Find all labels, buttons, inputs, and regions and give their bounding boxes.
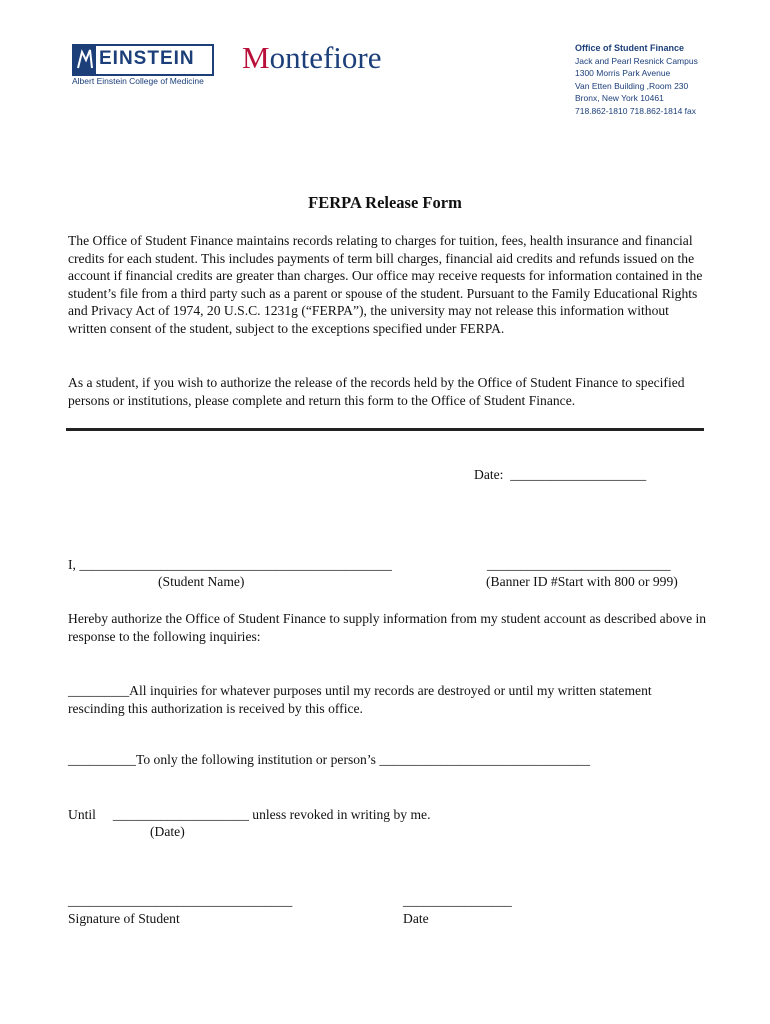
banner-id-label: (Banner ID #Start with 800 or 999) <box>486 574 678 589</box>
until-date-field[interactable]: Until ____________________ unless revoked in writing by me. <box>68 807 431 822</box>
student-name-field[interactable]: I, ______________________________________________ <box>68 557 392 572</box>
montefiore-logo <box>242 40 381 76</box>
signature-field[interactable]: _________________________________ <box>68 893 293 908</box>
office-address-line: 1300 Morris Park Avenue <box>575 68 671 78</box>
montefiore-logo-rest: ontefiore <box>269 40 382 75</box>
until-date-label: (Date) <box>150 824 185 839</box>
form-title: FERPA Release Form <box>308 193 462 212</box>
einstein-emblem-icon <box>74 46 96 74</box>
intro-paragraph: The Office of Student Finance maintains records relating to charges for tuition, fees, health insurance and financial credits for each student. This includes payments of term bill charges, financial aid credits and refunds issued on the account if financial credits are greater than charges. Our office may receive requests for information contained in the student’s file from a third party such as a parent or spouse of the student. Pursuant to the Family Educational Rights and Privacy Act of 1974, 20 U.S.C. 1231g (“FERPA”), the university may not release this information without written consent of the student, subject to the exceptions specified under FERPA. <box>68 233 703 336</box>
signature-date-label: Date <box>403 911 429 926</box>
office-address-block <box>575 42 698 117</box>
instructions-paragraph: As a student, if you wish to authorize the release of the records held by the Office of Student Finance to specified persons or institutions, please complete and return this form to the Office of Student Finance. <box>68 375 685 408</box>
einstein-logo-subtitle: Albert Einstein College of Medicine <box>72 76 204 86</box>
authorization-paragraph: Hereby authorize the Office of Student Finance to supply information from my student account as described above in response to the following inquiries: <box>68 611 707 644</box>
section-divider <box>66 428 704 431</box>
date-field[interactable]: Date: ____________________ <box>474 467 647 482</box>
office-heading: Office of Student Finance <box>575 43 685 53</box>
montefiore-logo-initial: M <box>242 40 270 75</box>
option-specific-recipient[interactable]: __________To only the following institution or person’s _______________________________ <box>68 752 591 767</box>
student-name-label: (Student Name) <box>158 574 245 589</box>
option-all-inquiries[interactable]: _________All inquiries for whatever purposes until my records are destroyed or until my written statement rescinding this authorization is received by this office. <box>68 683 652 716</box>
office-address-line: Bronx, New York 10461 <box>575 93 664 103</box>
signature-date-field[interactable]: ________________ <box>403 893 512 908</box>
office-address-line: Van Etten Building ,Room 230 <box>575 80 689 91</box>
office-address-line: Jack and Pearl Resnick Campus <box>575 55 698 66</box>
einstein-logo-text: EINSTEIN <box>99 48 195 69</box>
signature-label: Signature of Student <box>68 911 180 926</box>
banner-id-field[interactable]: ___________________________ <box>487 557 671 572</box>
office-phone-line: 718.862-1810 718.862-1814 fax <box>575 105 696 116</box>
